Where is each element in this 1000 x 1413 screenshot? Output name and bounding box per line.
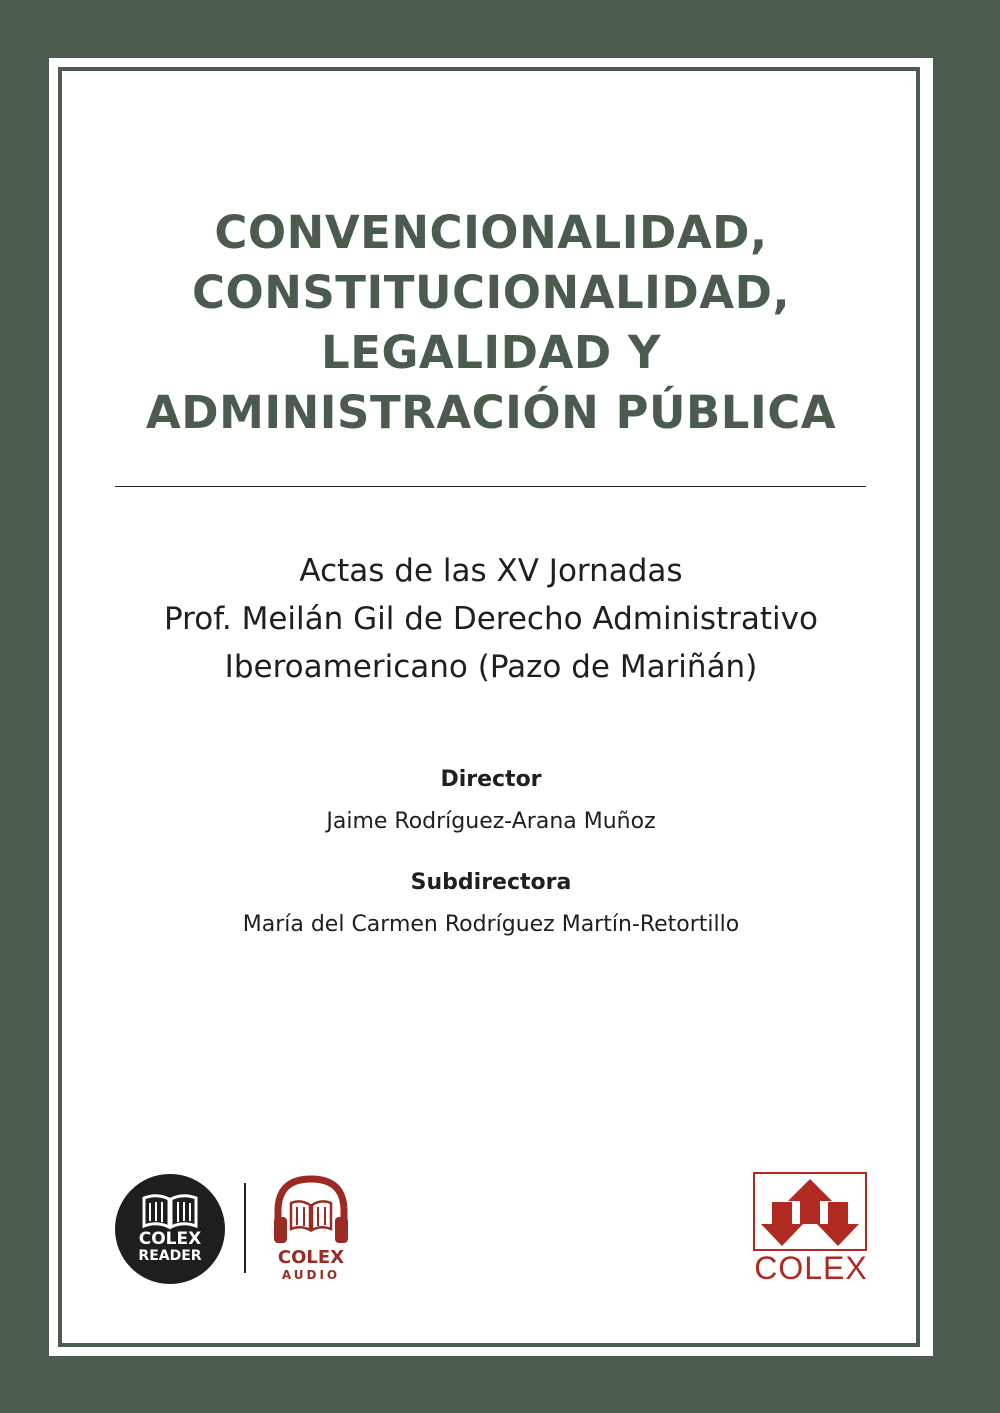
subdirector-label: Subdirectora bbox=[410, 870, 572, 895]
audio-logo-text: COLEX bbox=[277, 1247, 345, 1268]
reader-logo-text: COLEX bbox=[138, 1229, 202, 1249]
arrows-icon bbox=[755, 1174, 865, 1249]
reader-logo-subtext: READER bbox=[138, 1248, 202, 1264]
title-divider bbox=[115, 486, 866, 487]
title-line: CONSTITUCIONALIDAD, bbox=[191, 266, 791, 319]
title-line: LEGALIDAD Y bbox=[321, 326, 661, 379]
title-line: ADMINISTRACIÓN PÚBLICA bbox=[145, 386, 837, 439]
colex-reader-logo bbox=[115, 1174, 225, 1284]
subdirector-name: María del Carmen Rodríguez Martín-Retortillo bbox=[242, 912, 740, 937]
audio-logo-subtext: AUDIO bbox=[281, 1268, 341, 1282]
open-book-icon bbox=[140, 1192, 200, 1232]
book-title bbox=[64, 203, 918, 443]
cover-page bbox=[64, 73, 918, 1345]
book-subtitle bbox=[64, 547, 918, 691]
director-label: Director bbox=[440, 767, 542, 792]
colex-publisher-logo bbox=[753, 1172, 869, 1287]
colex-audio-logo bbox=[270, 1173, 352, 1285]
title-line: CONVENCIONALIDAD, bbox=[214, 206, 768, 259]
colex-arrows-box bbox=[753, 1172, 867, 1251]
subtitle-line: Iberoamericano (Pazo de Mariñán) bbox=[224, 649, 758, 685]
subtitle-line: Prof. Meilán Gil de Derecho Administrativo bbox=[164, 601, 818, 637]
subtitle-line: Actas de las XV Jornadas bbox=[299, 553, 683, 589]
publisher-name: COLEX bbox=[754, 1250, 868, 1286]
director-name: Jaime Rodríguez-Arana Muñoz bbox=[326, 809, 656, 834]
headphones-book-icon bbox=[270, 1173, 352, 1249]
logo-separator bbox=[244, 1183, 246, 1273]
